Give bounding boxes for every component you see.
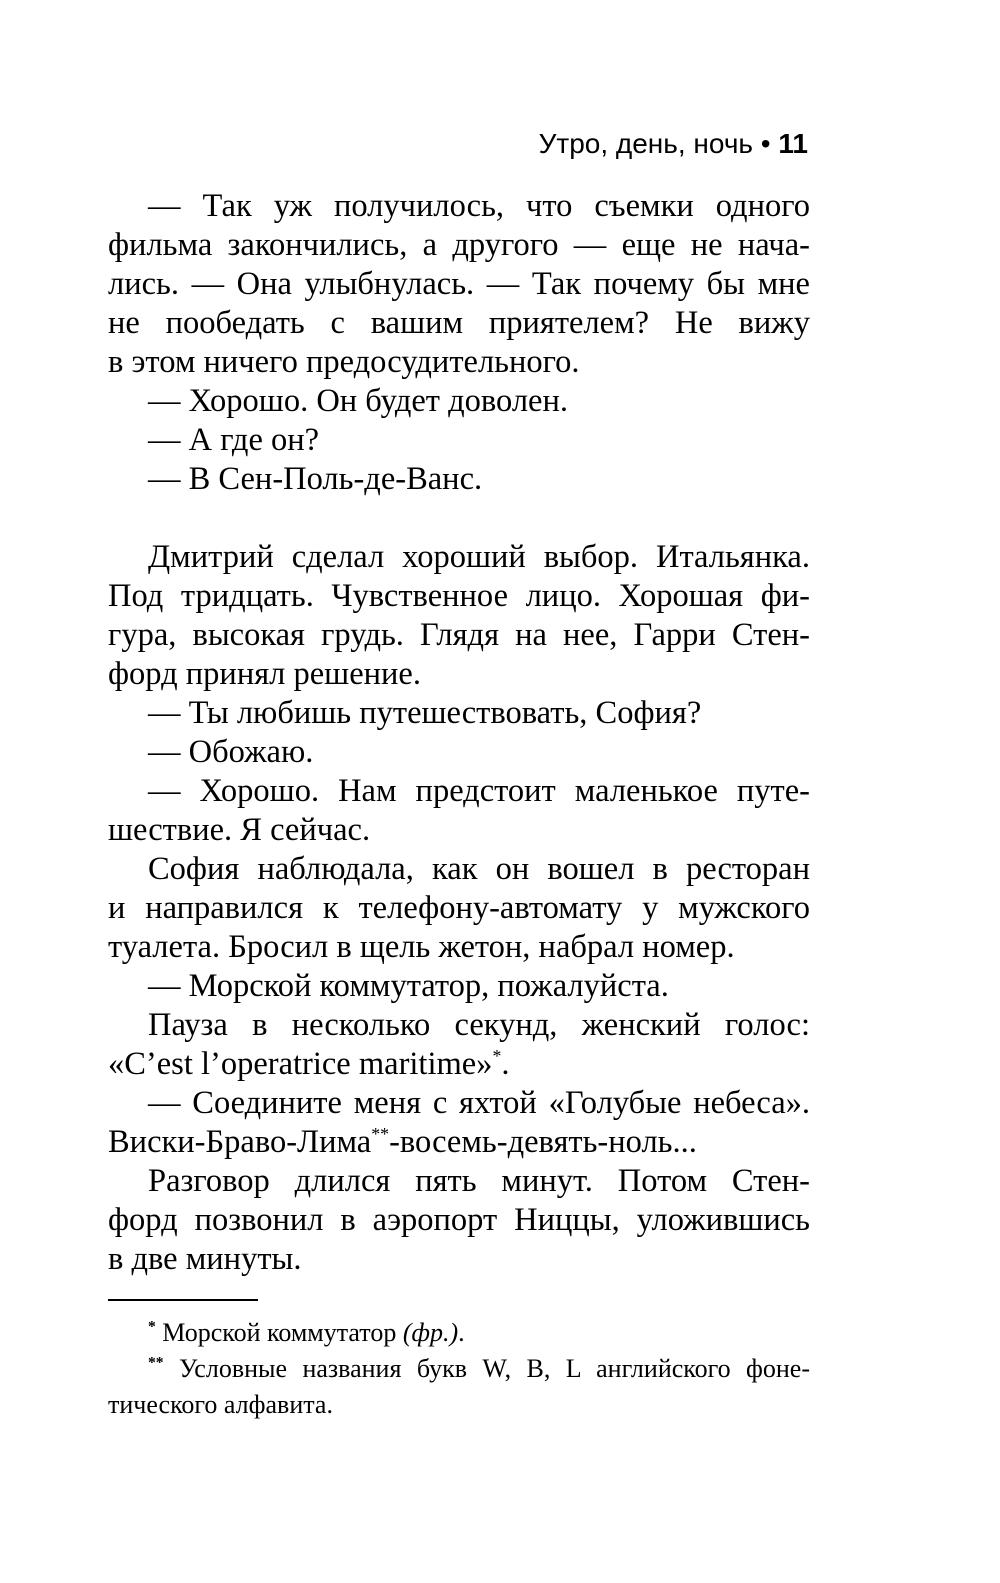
text-line: и направился к телефону-автомату у мужского <box>108 890 810 926</box>
text-line <box>108 1045 810 1083</box>
footnote-1-lang: (фр.) <box>402 1318 459 1347</box>
footnote-1 <box>108 1315 810 1351</box>
footnote-2-line-1: Условные названия букв W, B, L английского фоне- <box>163 1354 810 1383</box>
text-line: Разговор длился пять минут. Потом Стен- <box>148 1163 810 1199</box>
line-end: . <box>501 1046 510 1082</box>
text-line: в две минуты. <box>108 1241 302 1277</box>
footnote-2-cont: тического алфавита. <box>108 1390 333 1419</box>
footnote-1-end: . <box>458 1318 465 1347</box>
callsign-text: Виски-Браво-Лима <box>108 1124 372 1160</box>
footnote-divider <box>108 1299 258 1301</box>
footnote-ref-1: * <box>492 1046 502 1067</box>
footnote-ref-2: ** <box>371 1124 390 1145</box>
text-line: — Обожаю. <box>148 734 314 770</box>
text-line: — Морской коммутатор, пожалуйста. <box>148 968 669 1004</box>
text-line: — А где он? <box>148 422 320 458</box>
text-line: форд позвонил в аэропорт Ниццы, уложившись <box>108 1202 810 1238</box>
running-title: Утро, день, ночь <box>538 128 754 159</box>
text-line: шествие. Я сейчас. <box>108 812 371 848</box>
text-line: София наблюдала, как он вошел в ресторан <box>148 851 810 887</box>
text-line: не пообедать с вашим приятелем? Не вижу <box>108 305 810 341</box>
running-header <box>539 126 808 162</box>
callsign-digits: -восемь-девять-ноль... <box>389 1124 697 1160</box>
text-line: Дмитрий сделал хороший выбор. Итальянка. <box>148 539 810 575</box>
text-line: фильма закончились, а другого — еще не нача- <box>108 227 810 263</box>
text-line: лись. — Она улыбнулась. — Так почему бы мне <box>108 266 810 302</box>
text-line: — Ты любишь путешествовать, София? <box>148 695 702 731</box>
footnote-mark-2: ** <box>148 1354 164 1372</box>
text-line: — Соедините меня с яхтой «Голубые небеса». <box>148 1085 810 1121</box>
footnote-2 <box>108 1351 810 1387</box>
footnote-mark-1: * <box>148 1318 156 1336</box>
text-line: форд принял решение. <box>108 656 421 692</box>
text-line: Под тридцать. Чувственное лицо. Хорошая фи- <box>108 578 810 614</box>
text-line <box>108 1123 810 1161</box>
text-line: — Хорошо. Он будет доволен. <box>148 383 568 419</box>
header-bullet: • <box>760 128 771 159</box>
footnote-1-text: Морской коммутатор <box>155 1318 403 1347</box>
page-number: 11 <box>778 128 808 159</box>
text-line: в этом ничего предосудительного. <box>108 344 580 380</box>
quoted-phrase: «C’est l’operatrice maritime» <box>108 1046 493 1082</box>
text-line: Пауза в несколько секунд, женский голос: <box>148 1007 810 1043</box>
text-line: — В Сен-Поль-де-Ванс. <box>148 461 483 497</box>
text-line: — Хорошо. Нам предстоит маленькое путе- <box>148 773 810 809</box>
text-line: гура, высокая грудь. Глядя на нее, Гарри Стен- <box>108 617 810 653</box>
text-line: туалета. Бросил в щель жетон, набрал номер. <box>108 929 735 965</box>
text-line: — Так уж получилось, что съемки одного <box>148 188 810 224</box>
